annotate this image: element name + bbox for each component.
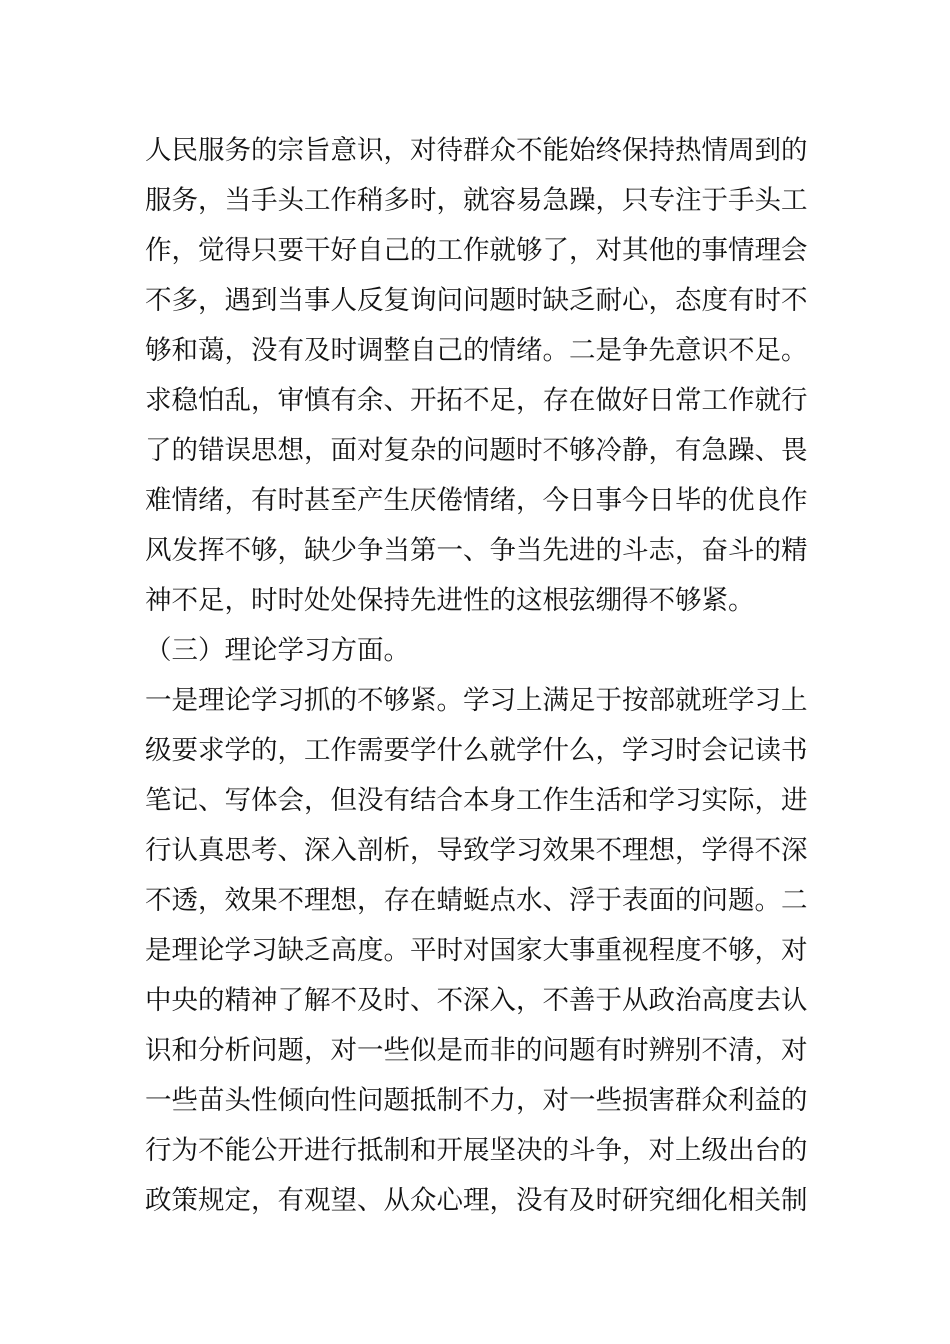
- text-line: 政策规定，有观望、从众心理，没有及时研究细化相关制: [145, 1185, 808, 1216]
- text-line: 级要求学的，工作需要学什么就学什么，学习时会记读书: [145, 735, 808, 766]
- text-line: 了的错误思想，面对复杂的问题时不够冷静，有急躁、畏: [145, 435, 808, 466]
- text-line: 是理论学习缺乏高度。平时对国家大事重视程度不够，对: [145, 935, 808, 966]
- text-line: 笔记、写体会，但没有结合本身工作生活和学习实际，进: [145, 785, 808, 816]
- text-line: 不多，遇到当事人反复询问问题时缺乏耐心，态度有时不: [145, 285, 808, 316]
- text-line: 行为不能公开进行抵制和开展坚决的斗争，对上级出台的: [145, 1135, 808, 1166]
- text-line: 一些苗头性倾向性问题抵制不力，对一些损害群众利益的: [145, 1085, 808, 1116]
- text-line: 难情绪，有时甚至产生厌倦情绪，今日事今日毕的优良作: [145, 485, 808, 516]
- text-line: 风发挥不够，缺少争当第一、争当先进的斗志，奋斗的精: [145, 535, 808, 566]
- text-line: 中央的精神了解不及时、不深入，不善于从政治高度去认: [145, 985, 808, 1016]
- text-line: 求稳怕乱，审慎有余、开拓不足，存在做好日常工作就行: [145, 385, 808, 416]
- text-line: 够和蔼，没有及时调整自己的情绪。二是争先意识不足。: [145, 335, 808, 366]
- section-heading: （三）理论学习方面。: [145, 635, 410, 666]
- text-line: 作，觉得只要干好自己的工作就够了，对其他的事情理会: [145, 235, 808, 266]
- text-line: 识和分析问题，对一些似是而非的问题有时辨别不清，对: [145, 1035, 808, 1066]
- text-line: 一是理论学习抓的不够紧。学习上满足于按部就班学习上: [145, 685, 808, 716]
- body-text: [145, 126, 815, 1226]
- text-line: 服务，当手头工作稍多时，就容易急躁，只专注于手头工: [145, 185, 808, 216]
- text-line: 人民服务的宗旨意识，对待群众不能始终保持热情周到的: [145, 135, 808, 166]
- text-line: 不透，效果不理想，存在蜻蜓点水、浮于表面的问题。二: [145, 885, 808, 916]
- text-line: 神不足，时时处处保持先进性的这根弦绷得不够紧。: [145, 585, 755, 616]
- text-line: 行认真思考、深入剖析，导致学习效果不理想，学得不深: [145, 835, 808, 866]
